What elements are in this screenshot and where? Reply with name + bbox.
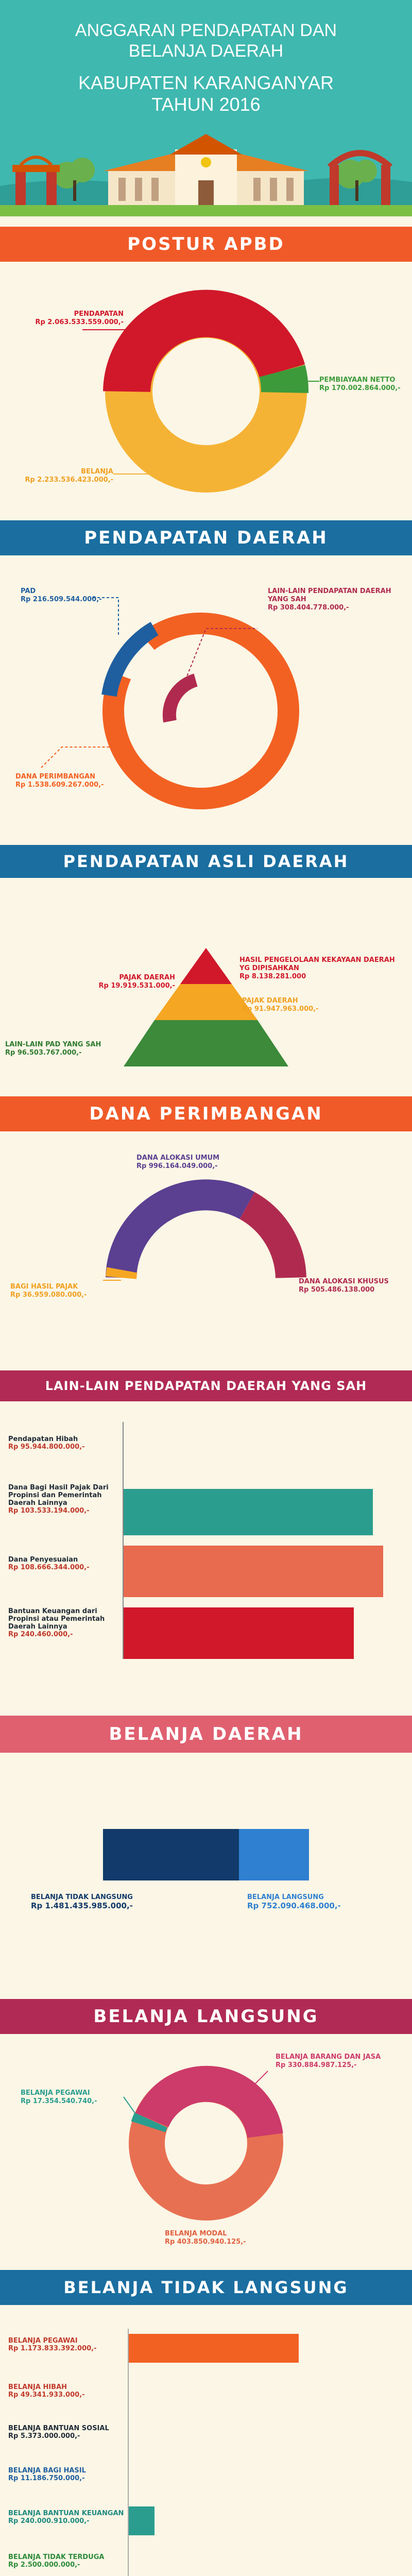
label-dau-value: Rp 996.164.049.000,- [136, 1162, 218, 1170]
bar-label-value: Rp 240.000.910.000,- [8, 2517, 90, 2525]
label-pendapatan-title: PENDAPATAN [74, 310, 124, 318]
label-lainpad-value: Rp 96.503.767.000,- [5, 1049, 82, 1057]
bar-label-title: BELANJA HIBAH [8, 2383, 67, 2391]
bar-fill [129, 2506, 154, 2535]
bar-row [0, 1546, 412, 1597]
label-belanja [10, 468, 113, 484]
bar-fill [124, 1607, 354, 1659]
section-title: DANA PERIMBANGAN [0, 1096, 412, 1131]
label-pad-title: PAD [21, 587, 36, 595]
section-title: BELANJA TIDAK LANGSUNG [0, 2270, 412, 2305]
section-postur-apbd [0, 216, 412, 515]
bar-label-title: BELANJA BAGI HASIL [8, 2467, 86, 2475]
btl-bar-chart [0, 2329, 412, 2576]
dana-perimbangan-chart [0, 1170, 412, 1324]
bar-label-title: Bantuan Keuangan dari Propinsi atau Pemerintah Daerah Lainnya [8, 1607, 105, 1631]
bar-label [8, 1435, 116, 1451]
label-pajak-daerah [21, 974, 175, 990]
label-belanja-langsung [247, 1893, 402, 1910]
label-pembiayaan-value: Rp 170.002.864.000,- [319, 384, 401, 392]
bar-label-value: Rp 49.341.933.000,- [8, 2391, 85, 2399]
bar-label [8, 2553, 126, 2569]
label-pendapatan-value: Rp 2.063.533.559.000,- [35, 318, 124, 326]
header-banner [0, 0, 412, 216]
label-barang-title: BELANJA BARANG DAN JASA [276, 2053, 381, 2061]
bar-label-value: Rp 103.533.194.000,- [8, 1507, 90, 1515]
header-subtitle-line1: KABUPATEN KARANGANYAR [78, 72, 334, 93]
bar-label-title: BELANJA BANTUAN KEUANGAN [8, 2510, 124, 2517]
label-pembiayaan-netto [319, 376, 412, 393]
label-pajak-value: Rp 19.919.531.000,- [98, 982, 175, 990]
bar-label-value: Rp 11.186.750.000,- [8, 2475, 85, 2482]
section-belanja-langsung [0, 1989, 412, 2257]
label-blpeg-value: Rp 17.354.540.740,- [21, 2097, 97, 2105]
label-dana-perimbangan [15, 773, 149, 789]
bar-label-value: Rp 108.666.344.000,- [8, 1564, 90, 1571]
label-pembiayaan-title: PEMBIAYAAN NETTO [319, 376, 396, 384]
belanja-langsung-donut [0, 2050, 412, 2236]
label-pad [21, 587, 144, 604]
label-lainpad-title: LAIN-LAIN PAD YANG SAH [5, 1041, 101, 1048]
section-belanja-tidak-langsung [0, 2257, 412, 2576]
section-belanja-daerah [0, 1700, 412, 1989]
belanja-daerah-bar [103, 1829, 309, 1880]
bar-row [0, 2506, 412, 2543]
bar-label-title: BELANJA BANTUAN SOSIAL [8, 2425, 109, 2432]
section-title: PENDAPATAN DAERAH [0, 520, 412, 555]
bar-fill [124, 1489, 373, 1535]
label-barang-jasa [276, 2053, 399, 2070]
section-title: BELANJA LANGSUNG [0, 1999, 412, 2034]
bar-label-value: Rp 5.373.000.000,- [8, 2432, 80, 2440]
label-dau-title: DANA ALOKASI UMUM [136, 1154, 220, 1162]
section-lain-lain [0, 1370, 412, 1700]
section-pendapatan-daerah [0, 515, 412, 835]
bar-fill [124, 1546, 383, 1597]
section-title: LAIN-LAIN PENDAPATAN DAERAH YANG SAH [0, 1370, 412, 1401]
bar-label-value: Rp 240.460.000,- [8, 1631, 73, 1638]
bar-label-title: Pendapatan Hibah [8, 1435, 78, 1443]
bar-row [0, 1422, 412, 1473]
label-belanja-title: BELANJA [81, 468, 113, 476]
label-lain-lain [268, 587, 407, 612]
bar-tidak-langsung [103, 1829, 239, 1880]
label-dak [299, 1278, 407, 1294]
label-pendapatan [21, 310, 124, 327]
label-btl-value: Rp 1.481.435.985.000,- [31, 1901, 133, 1910]
bar-label [8, 2425, 126, 2440]
label-dak-value: Rp 505.486.138.000 [299, 1286, 375, 1294]
section-title: PENDAPATAN ASLI DAERAH [0, 845, 412, 878]
bar-label-title: BELANJA PEGAWAI [8, 2337, 78, 2345]
label-lain-title: LAIN-LAIN PENDAPATAN DAERAH YANG SAH [268, 587, 391, 603]
bar-label [8, 1556, 116, 1571]
label-perimbangan-value: Rp 1.538.609.267.000,- [15, 781, 104, 789]
label-retribusi [242, 997, 397, 1013]
section-title: POSTUR APBD [0, 227, 412, 262]
bar-label-value: Rp 95.944.800.000,- [8, 1443, 85, 1451]
label-lain-pad [5, 1041, 139, 1057]
bar-langsung [239, 1829, 309, 1880]
bar-row [0, 2334, 412, 2370]
bar-row [0, 2380, 412, 2416]
label-bl-pegawai [21, 2089, 139, 2106]
header-title-line1: ANGGARAN PENDAPATAN DAN [75, 21, 337, 40]
section-pad [0, 835, 412, 1092]
label-kekayaan [239, 956, 404, 981]
section-dana-perimbangan [0, 1092, 412, 1370]
bar-fill [129, 2334, 299, 2363]
bar-label-title: Dana Penyesuaian [8, 1556, 78, 1564]
bar-label [8, 2337, 126, 2352]
bar-row [0, 2421, 412, 2458]
label-perimbangan-title: DANA PERIMBANGAN [15, 773, 95, 781]
label-btl-title: BELANJA TIDAK LANGSUNG [31, 1893, 133, 1901]
label-modal-title: BELANJA MODAL [165, 2230, 227, 2238]
bar-row [0, 2464, 412, 2500]
header-subtitle-line2: TAHUN 2016 [151, 94, 261, 115]
lain-lain-bar-chart [0, 1401, 412, 1690]
label-bagi-hasil [10, 1283, 124, 1299]
bar-row [0, 1607, 412, 1659]
bar-label-title: Dana Bagi Hasil Pajak Dari Propinsi dan Pemerintah Daerah Lainnya [8, 1484, 109, 1507]
bar-row [0, 2550, 412, 2576]
label-belanja-value: Rp 2.233.536.423.000,- [25, 476, 113, 484]
bar-label [8, 1607, 116, 1638]
label-barang-value: Rp 330.884.987.125,- [276, 2061, 357, 2069]
bar-label [8, 1484, 116, 1515]
label-dak-title: DANA ALOKASI KHUSUS [299, 1278, 389, 1285]
label-blpeg-title: BELANJA PEGAWAI [21, 2089, 90, 2097]
bar-row [0, 1484, 412, 1535]
label-bagi-value: Rp 36.959.080.000,- [10, 1291, 87, 1299]
header-title-line2: BELANJA DAERAH [128, 41, 284, 61]
label-retribusi-value: Rp 91.947.963.000,- [242, 1005, 319, 1013]
bar-label [8, 2467, 126, 2482]
bar-label-value: Rp 1.173.833.392.000,- [8, 2345, 97, 2352]
label-bl-title: BELANJA LANGSUNG [247, 1893, 324, 1901]
label-bl-value: Rp 752.090.468.000,- [247, 1901, 341, 1910]
section-title: BELANJA DAERAH [0, 1716, 412, 1753]
bar-label [8, 2510, 126, 2525]
bar-label-value: Rp 2.500.000.000,- [8, 2561, 80, 2569]
label-retribusi-title: PAJAK DAERAH [242, 997, 298, 1005]
label-kekayaan-title: HASIL PENGELOLAAN KEKAYAAN DAERAH YG DIPISAHKAN [239, 956, 395, 972]
label-bagi-title: BAGI HASIL PAJAK [10, 1283, 78, 1291]
bar-label [8, 2383, 126, 2399]
label-modal-value: Rp 403.850.940.125,- [165, 2238, 246, 2246]
label-modal [165, 2230, 288, 2246]
label-pad-value: Rp 216.509.544.000,- [21, 596, 102, 603]
bar-label-title: BELANJA TIDAK TERDUGA [8, 2553, 105, 2561]
government-building-icon [103, 134, 309, 206]
label-kekayaan-value: Rp 8.138.281.000 [239, 973, 306, 980]
label-belanja-tidak-langsung [31, 1893, 201, 1910]
label-dau [136, 1154, 301, 1171]
label-pajak-title: PAJAK DAERAH [119, 974, 175, 981]
label-lain-value: Rp 308.404.778.000,- [268, 604, 349, 612]
header-illustration [0, 113, 412, 216]
